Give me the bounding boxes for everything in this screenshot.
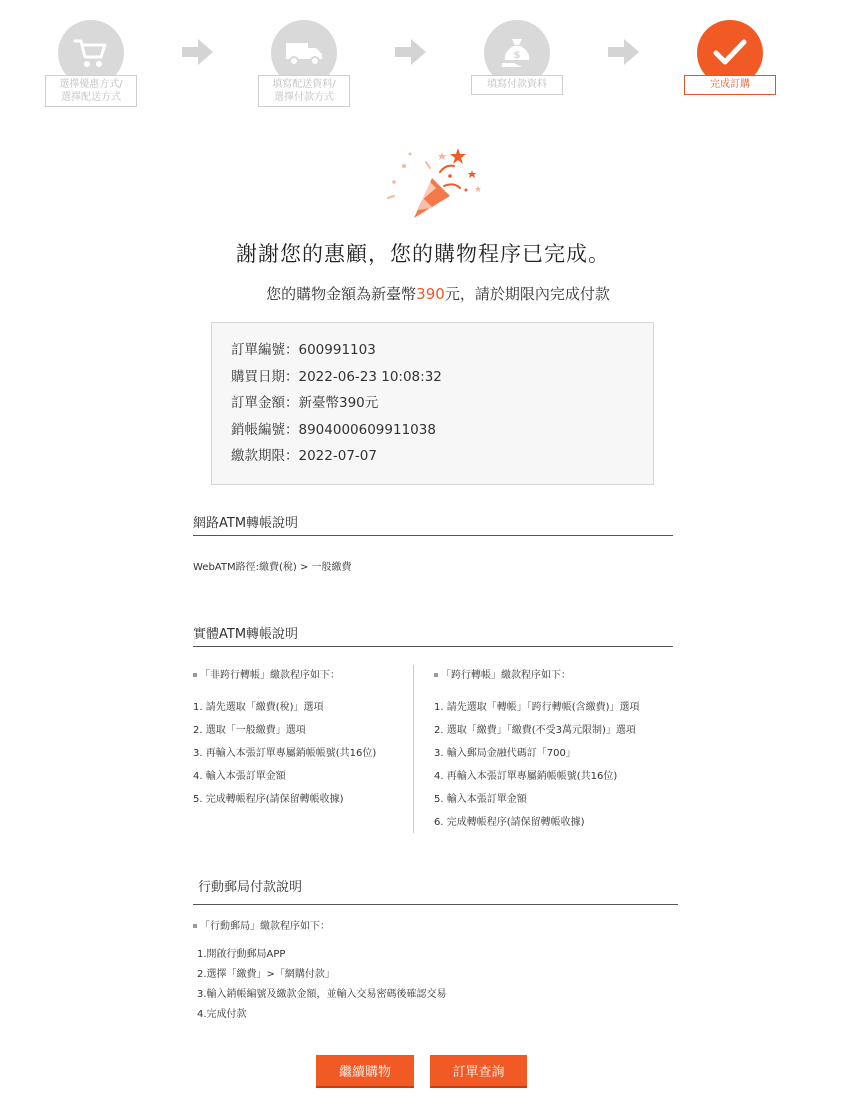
bullet-icon (193, 924, 197, 928)
amount-line (0, 283, 846, 304)
party-popper-icon (380, 142, 484, 220)
checkmark-icon (712, 38, 748, 68)
order-date: 購買日期：2022-06-23 10:08:32 (231, 368, 442, 385)
list-item: 5. 完成轉帳程序(請保留轉帳收據) (193, 794, 344, 805)
list-item: 5. 輸入本張訂單金額 (434, 794, 527, 805)
order-query-button[interactable]: 訂單查詢 (430, 1055, 527, 1088)
list-item: 4. 輸入本張訂單金額 (193, 771, 286, 782)
step-3-text: 填寫付款資料 (487, 79, 547, 90)
mobile-post-steps (193, 917, 673, 1025)
web-atm-title: 網路ATM轉帳說明 (193, 516, 299, 531)
account-number: 銷帳編號：8904000609911038 (231, 421, 436, 438)
step-1-text-a: 選擇優惠方式/ 選擇配送方式 (59, 79, 123, 103)
mobile-post-heading-text: 「行動郵局」繳款程序如下： (200, 921, 330, 932)
step-2-label (258, 75, 350, 107)
list-item: 6. 完成轉帳程序(請保留轉帳收據) (434, 817, 585, 828)
amount-prefix: 您的購物金額為新臺幣 (266, 285, 417, 303)
divider (193, 904, 678, 905)
arrow-right-icon (182, 38, 214, 66)
interbank-steps (434, 666, 674, 836)
physical-atm-title: 實體ATM轉帳說明 (193, 627, 299, 642)
list-item: 4. 再輸入本張訂單專屬銷帳帳號(共16位) (434, 771, 618, 782)
order-info-box (211, 322, 654, 485)
step-3-label (471, 75, 563, 95)
column-divider (413, 665, 414, 833)
order-amount: 訂單金額：新臺幣390元 (231, 395, 379, 411)
amount-value: 390 (416, 285, 445, 303)
list-item: 1. 請先選取「轉帳」「跨行轉帳(含繳費)」選項 (434, 702, 640, 713)
delivery-truck-icon (284, 38, 324, 68)
list-item: 1. 請先選取「繳費(稅)」選項 (193, 702, 324, 713)
divider (193, 646, 673, 647)
web-atm-path: WebATM路徑:繳費(稅) > 一般繳費 (193, 562, 352, 573)
divider (193, 535, 673, 536)
continue-shopping-button[interactable]: 繼續購物 (316, 1055, 414, 1088)
list-item: 2.選擇「繳費」>「網購付款」 (197, 969, 335, 980)
mobile-post-title: 行動郵局付款說明 (198, 880, 303, 895)
interbank-heading-text: 「跨行轉帳」繳款程序如下： (441, 670, 571, 681)
money-bag-icon (499, 35, 535, 71)
list-item: 3. 輸入郵局金融代碼訂「700」 (434, 748, 576, 759)
step-2-text: 填寫配送資料/ 選擇付款方式 (272, 79, 336, 103)
bullet-icon (434, 673, 438, 677)
payment-deadline: 繳款期限：2022-07-07 (231, 448, 377, 464)
interbank-heading (434, 666, 674, 686)
list-item: 3.輸入銷帳編號及繳款金額，並輸入交易密碼後確認交易 (197, 989, 447, 1000)
step-4-text: 完成訂購 (710, 79, 750, 90)
thank-you-heading: 謝謝您的惠顧，您的購物程序已完成。 (236, 242, 610, 266)
shopping-cart-icon (73, 37, 109, 69)
list-item: 3. 再輸入本張訂單專屬銷帳帳號(共16位) (193, 748, 377, 759)
bullet-icon (193, 673, 197, 677)
list-item: 1.開啟行動郵局APP (197, 949, 286, 960)
non-interbank-heading (193, 666, 408, 686)
list-item: 4.完成付款 (197, 1009, 247, 1020)
mobile-post-heading (193, 917, 673, 939)
step-1-label (45, 75, 137, 107)
step-4-label (684, 75, 776, 95)
list-item: 2. 選取「繳費」「繳費(不受3萬元限制)」選項 (434, 725, 636, 736)
non-interbank-steps (193, 666, 408, 813)
non-interbank-heading-text: 「非跨行轉帳」繳款程序如下： (200, 670, 340, 681)
list-item: 2. 選取「一般繳費」選項 (193, 725, 306, 736)
order-number: 訂單編號：600991103 (231, 342, 376, 358)
arrow-right-icon (608, 38, 640, 66)
arrow-right-icon (395, 38, 427, 66)
svg-text:$: $ (513, 50, 521, 61)
amount-suffix: 元，請於期限內完成付款 (444, 285, 610, 303)
